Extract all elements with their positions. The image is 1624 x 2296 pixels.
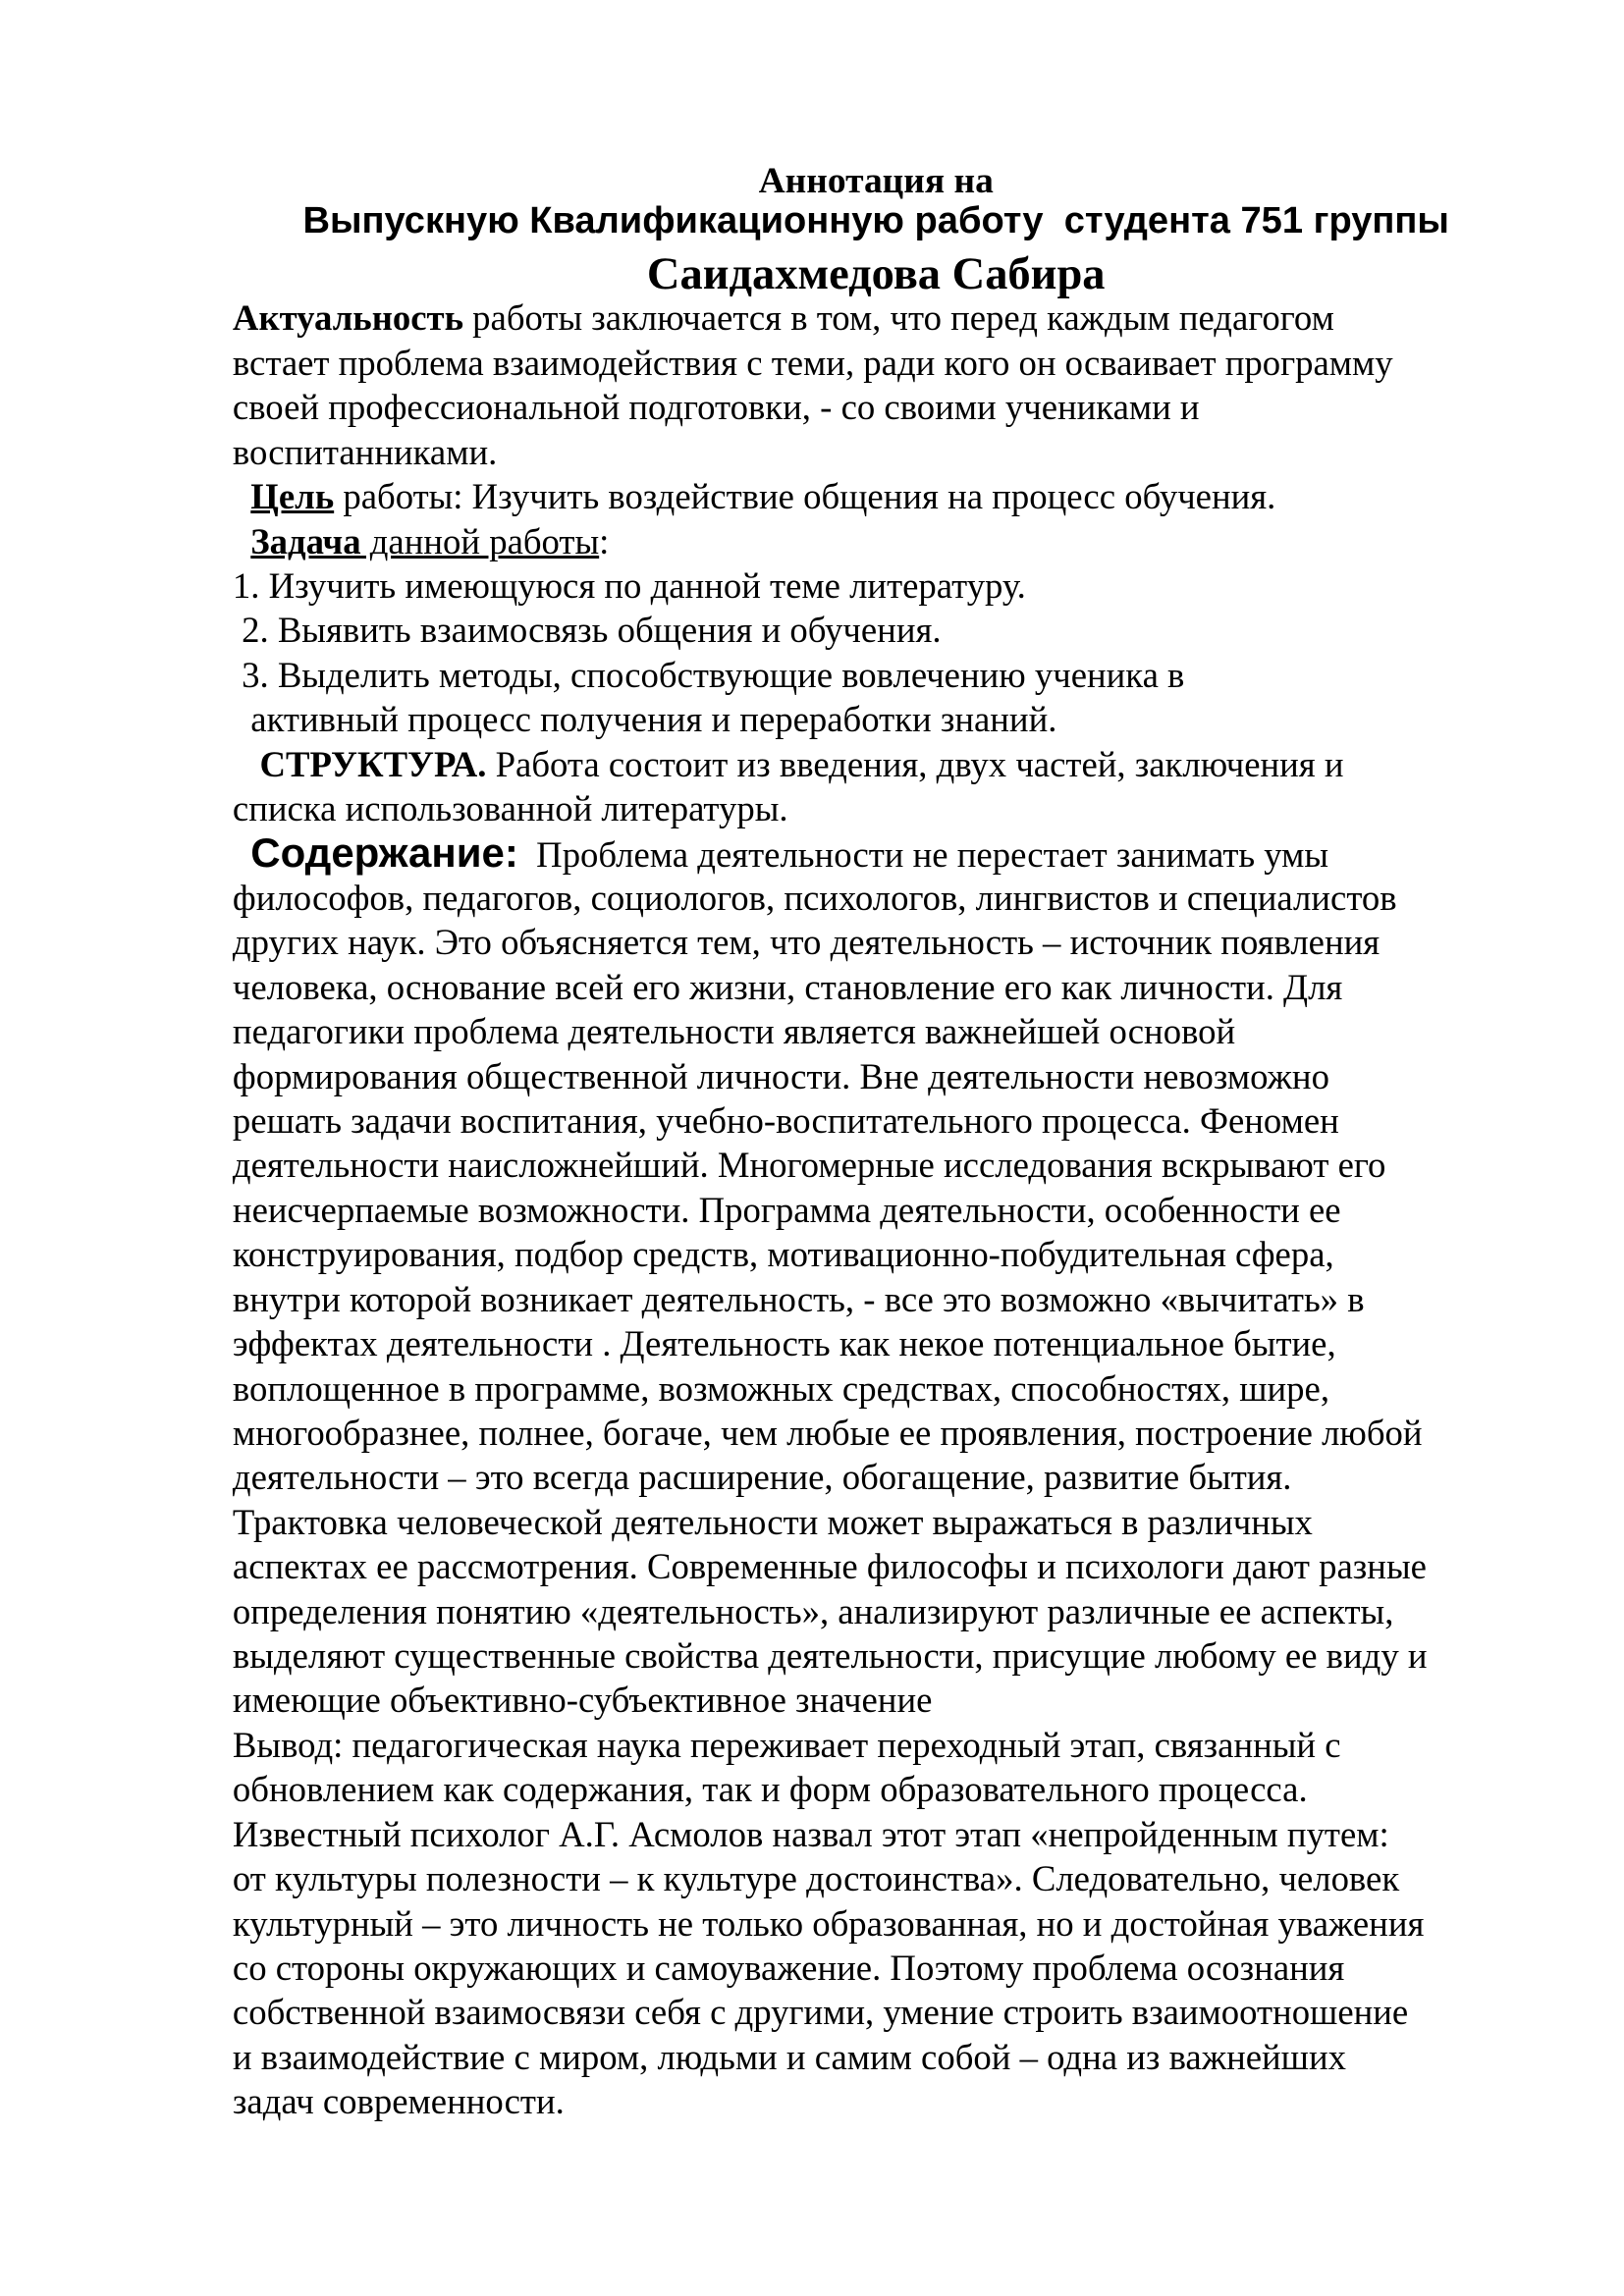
relevance-line: своей профессиональной подготовки, - со своими учениками и	[232, 387, 1200, 428]
content-line: педагогики проблема деятельности является важнейшей основой	[232, 1011, 1236, 1052]
content-line: конструирования, подбор средств, мотивационно-побудительная сфера,	[232, 1234, 1334, 1275]
content-line: выделяют существенные свойства деятельности, присущие любому ее виду и	[232, 1635, 1428, 1677]
task-line: Задача данной работы:	[250, 520, 610, 561]
document-body	[233, 295, 1602, 2123]
content-line: деятельности – это всегда расширение, обогащение, развитие бытия.	[232, 1457, 1292, 1498]
conclusion-line: и взаимодействие с миром, людьми и самим собой – одна из важнейших	[232, 2036, 1346, 2077]
goal-text: работы: Изучить воздействие общения на процесс обучения.	[334, 476, 1276, 517]
content-line: философов, педагогов, социологов, психологов, лингвистов и специалистов	[232, 877, 1397, 918]
content-line: решать задачи воспитания, учебно-воспитательного процесса. Феномен	[232, 1100, 1339, 1141]
task-item: 3. Выделить методы, способствующие вовлечению ученика в	[232, 654, 1185, 695]
content-text: Проблема деятельности не перестает занимать умы	[517, 834, 1329, 876]
content-line: воплощенное в программе, возможных средствах, способностях, шире,	[232, 1367, 1330, 1409]
conclusion-line: собственной взаимосвязи себя с другими, умение строить взаимоотношение	[232, 1992, 1409, 2033]
conclusion-line: со стороны окружающих и самоуважение. Поэтому проблема осознания	[232, 1948, 1345, 1989]
content-line: деятельности наисложнейший. Многомерные исследования вскрывают его	[232, 1145, 1386, 1186]
content-line: Трактовка человеческой деятельности может выражаться в различных	[232, 1501, 1313, 1542]
goal-label: Цель	[250, 476, 335, 517]
content-line: определения понятию «деятельность», анализируют различные ее аспекты,	[232, 1590, 1394, 1631]
content-label: Содержание:	[250, 829, 518, 877]
goal-line	[233, 474, 1602, 518]
content-line: формирования общественной личности. Вне деятельности невозможно	[232, 1055, 1329, 1096]
relevance-line: воспитанниками.	[232, 431, 498, 472]
content-line: человека, основание всей его жизни, становление его как личности. Для	[232, 966, 1343, 1007]
content-line: неисчерпаемые возможности. Программа деятельности, особенности ее	[232, 1189, 1341, 1230]
content-line: аспектах ее рассмотрения. Современные философы и психологи дают разные	[232, 1546, 1427, 1587]
structure-line: списка использованной литературы.	[232, 788, 788, 829]
relevance-line	[233, 295, 1602, 340]
student-name: Саидахмедова Сабира	[646, 249, 1106, 300]
content-line: имеющие объективно-субъективное значение	[232, 1680, 933, 1721]
content-line: внутри которой возникает деятельность, - все это возможно «вычитать» в	[232, 1278, 1365, 1319]
conclusion-line: обновлением как содержания, так и форм образовательного процесса.	[232, 1769, 1308, 1810]
structure-label: СТРУКТУРА.	[259, 743, 487, 784]
structure-line	[233, 742, 1602, 786]
content-line	[233, 830, 1602, 875]
task-label-rest: данной работы	[360, 520, 600, 561]
conclusion-line: Вывод: педагогическая наука переживает переходный этап, связанный с	[232, 1724, 1341, 1765]
task-item: 1. Изучить имеющуюся по данной теме литературу.	[232, 564, 1026, 606]
work-title: Выпускную Квалификационную работу студента 751 группы	[302, 200, 1449, 242]
annotation-heading: Аннотация на	[758, 161, 994, 202]
conclusion-line: культурный – это личность не только образованная, но и достойная уважения	[232, 1902, 1425, 1944]
conclusion-line: Известный психолог А.Г. Асмолов назвал этот этап «непройденным путем:	[232, 1813, 1389, 1854]
task-item: 2. Выявить взаимосвязь общения и обучения.	[232, 610, 942, 651]
conclusion-line: от культуры полезности – к культуре достоинства». Следовательно, человек	[232, 1858, 1400, 1899]
task-item: активный процесс получения и переработки знаний.	[232, 699, 1057, 740]
relevance-text: работы заключается в том, что перед каждым педагогом	[463, 297, 1334, 339]
structure-text: Работа состоит из введения, двух частей, заключения и	[486, 743, 1344, 784]
conclusion-line: задач современности.	[232, 2081, 565, 2122]
content-line: других наук. Это объясняется тем, что деятельность – источник появления	[232, 922, 1380, 963]
task-label: Задача	[250, 520, 361, 561]
content-line: многообразнее, полнее, богаче, чем любые ее проявления, построение любой	[232, 1412, 1423, 1453]
content-line: эффектах деятельности . Деятельность как некое потенциальное бытие,	[232, 1323, 1336, 1364]
relevance-line: встает проблема взаимодействия с теми, ради кого он осваивает программу	[232, 342, 1393, 383]
relevance-label: Актуальность	[232, 297, 463, 339]
